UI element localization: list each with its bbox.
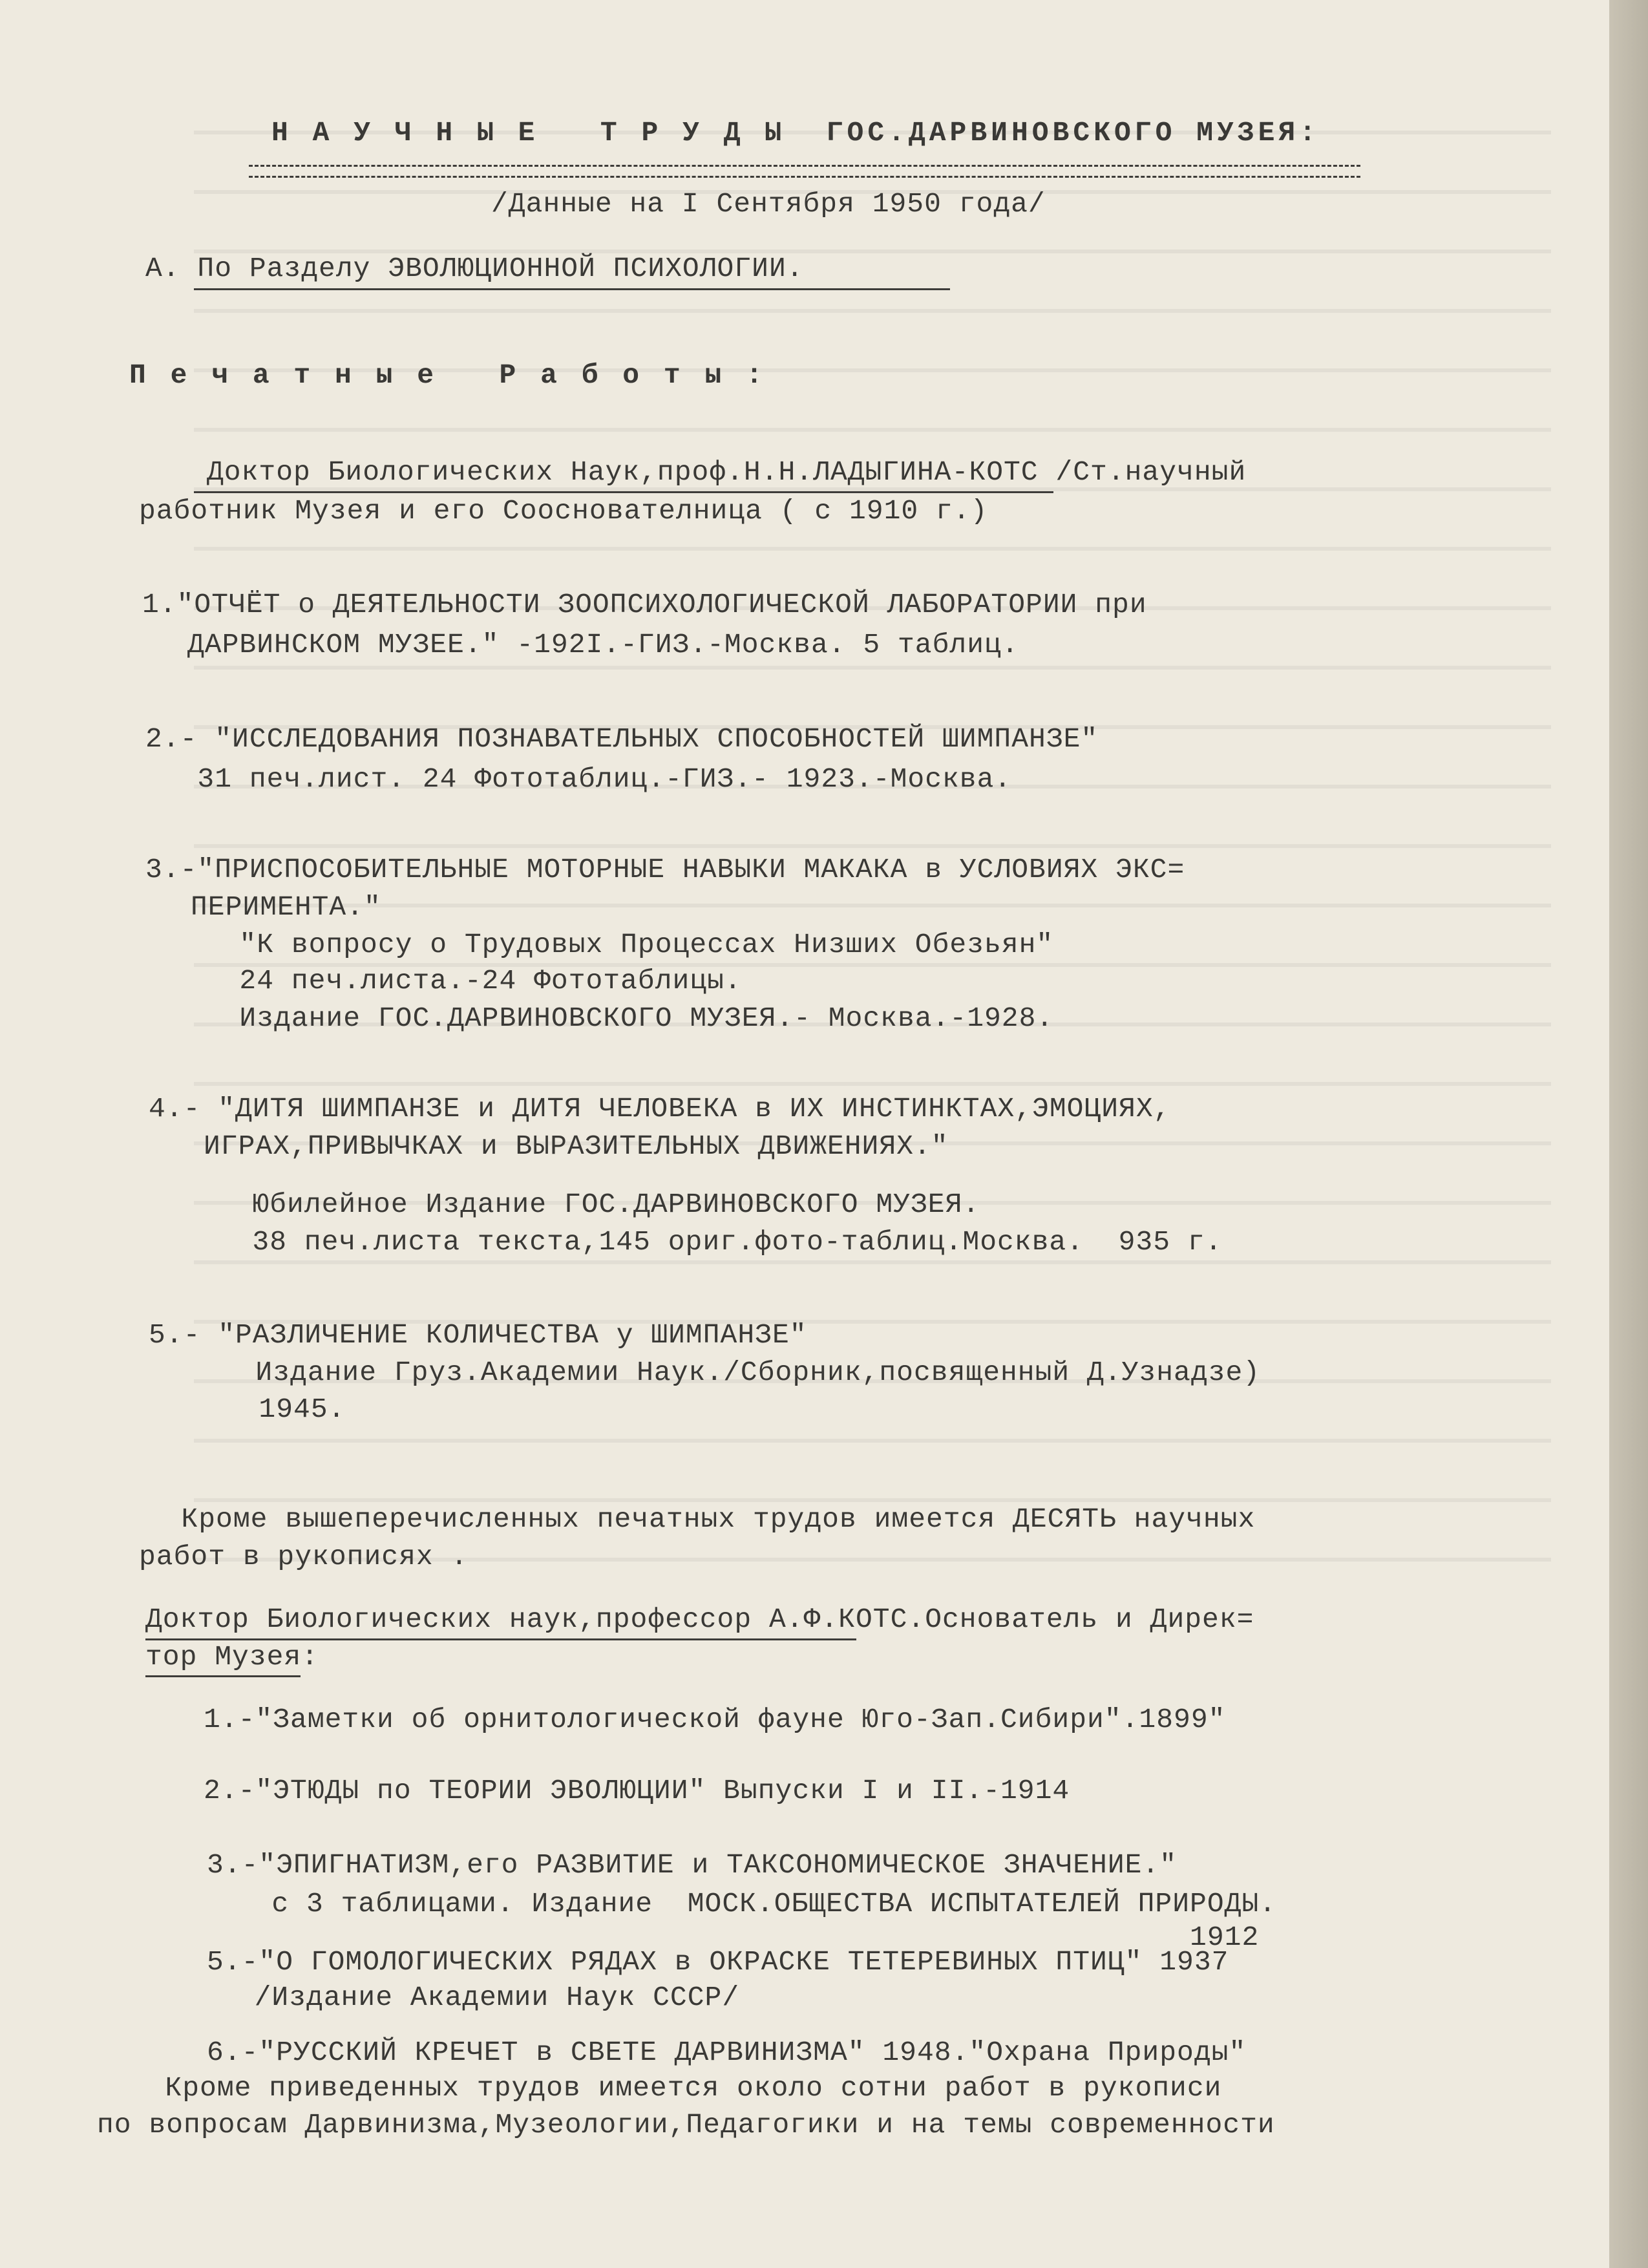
title-double-underline (249, 165, 1360, 178)
author2-line2-underline (145, 1675, 301, 1677)
work-item: 38 печ.листа текста,145 ориг.фото-таблиц.Москва. 935 г. (200, 1226, 1223, 1258)
note2-line2: по вопросам Дарвинизма,Музеологии,Педагогики и на темы современности (97, 2109, 1275, 2141)
work-item: ИГРАХ,ПРИВЫЧКАХ и ВЫРАЗИТЕЛЬНЫХ ДВИЖЕНИЯХ." (204, 1130, 949, 1162)
work-item: 6.-"РУССКИЙ КРЕЧЕТ в СВЕТЕ ДАРВИНИЗМА" 1948."Охрана Природы" (207, 2037, 1247, 2068)
printed-works-heading: П е ч а т н ы е Р а б о т ы : (129, 359, 766, 391)
work-item: 1.-"Заметки об орнитологической фауне Юго-Зап.Сибири".1899" (204, 1704, 1226, 1735)
work-item: 3.-"ПРИСПОСОБИТЕЛЬНЫЕ МОТОРНЫЕ НАВЫКИ МАКАКА в УСЛОВИЯХ ЭКС= (145, 854, 1185, 885)
work-item: 24 печ.листа.-24 Фототаблицы. (187, 965, 742, 997)
work-item: 31 печ.лист. 24 Фототаблиц.-ГИЗ.- 1923.-Москва. (145, 763, 1012, 795)
work-item: 1912 (220, 1922, 1260, 1953)
work-item: "К вопросу о Трудовых Процессах Низших Обезьян" (187, 929, 1054, 960)
work-item: 5.- "РАЗЛИЧЕНИЕ КОЛИЧЕСТВА у ШИМПАНЗЕ" (149, 1319, 807, 1351)
author1-underline (194, 491, 1053, 493)
work-item: Издание Груз.Академии Наук./Сборник,посвященный Д.Узнадзе) (204, 1357, 1261, 1388)
work-item: 5.-"О ГОМОЛОГИЧЕСКИХ РЯДАХ в ОКРАСКЕ ТЕТЕРЕВИНЫХ ПТИЦ" 1937 (207, 1946, 1229, 1978)
work-item: 3.-"ЭПИГНАТИЗМ,его РАЗВИТИЕ и ТАКСОНОМИЧЕСКОЕ ЗНАЧЕНИЕ." (207, 1849, 1178, 1881)
work-item: Издание ГОС.ДАРВИНОВСКОГО МУЗЕЯ.- Москва.-1928. (187, 1002, 1054, 1034)
author1-line1: Доктор Биологических Наук,проф.Н.Н.ЛАДЫГИНА-КОТС /Ст.научный (207, 456, 1247, 488)
note1-line2: работ в рукописях . (139, 1541, 469, 1573)
author1-line2: работник Музея и его Сооснователница ( с 1910 г.) (139, 495, 988, 527)
work-item: /Издание Академии Наук СССР/ (220, 1982, 740, 2013)
work-item: 2.-"ЭТЮДЫ по ТЕОРИИ ЭВОЛЮЦИИ" Выпуски I и II.-1914 (204, 1775, 1070, 1807)
work-item: Юбилейное Издание ГОС.ДАРВИНОВСКОГО МУЗЕЯ. (200, 1189, 980, 1220)
work-item: 1."ОТЧЁТ о ДЕЯТЕЛЬНОСТИ ЗООПСИХОЛОГИЧЕСКОЙ ЛАБОРАТОРИИ при (142, 589, 1147, 620)
section-underline (194, 288, 950, 290)
work-item: ПЕРИМЕНТА." (191, 891, 381, 923)
work-item: ДАРВИНСКОМ МУЗЕЕ." -192I.-ГИЗ.-Москва. 5 таблиц. (187, 629, 1019, 661)
work-item: 4.- "ДИТЯ ШИМПАНЗЕ и ДИТЯ ЧЕЛОВЕКА в ИХ ИНСТИНКТАХ,ЭМОЦИЯХ, (149, 1093, 1171, 1125)
work-item: 1945. (207, 1394, 346, 1425)
paper-edge-shadow (1609, 0, 1648, 2268)
note1-line1: Кроме вышеперечисленных печатных трудов имеется ДЕСЯТЬ научных (129, 1503, 1256, 1535)
section-heading: А. По Разделу ЭВОЛЮЦИОННОЙ ПСИХОЛОГИИ. (145, 253, 804, 284)
work-item: с 3 таблицами. Издание МОСК.ОБЩЕСТВА ИСПЫТАТЕЛЕЙ ПРИРОДЫ. (220, 1888, 1277, 1920)
note2-line1: Кроме приведенных трудов имеется около сотни работ в рукописи (113, 2072, 1222, 2104)
author2-line1: Доктор Биологических наук,профессор А.Ф.КОТС.Основатель и Дирек= (145, 1604, 1254, 1635)
document-title: Н А У Ч Н Ы Е Т Р У Д Ы ГОС.ДАРВИНОВСКОГО МУЗЕЯ: (271, 117, 1320, 149)
work-item: 2.- "ИССЛЕДОВАНИЯ ПОЗНАВАТЕЛЬНЫХ СПОСОБНОСТЕЙ ШИМПАНЗЕ" (145, 723, 1099, 755)
date-note: /Данные на I Сентября 1950 года/ (491, 188, 1046, 220)
author2-line2: тор Музея: (145, 1641, 319, 1673)
